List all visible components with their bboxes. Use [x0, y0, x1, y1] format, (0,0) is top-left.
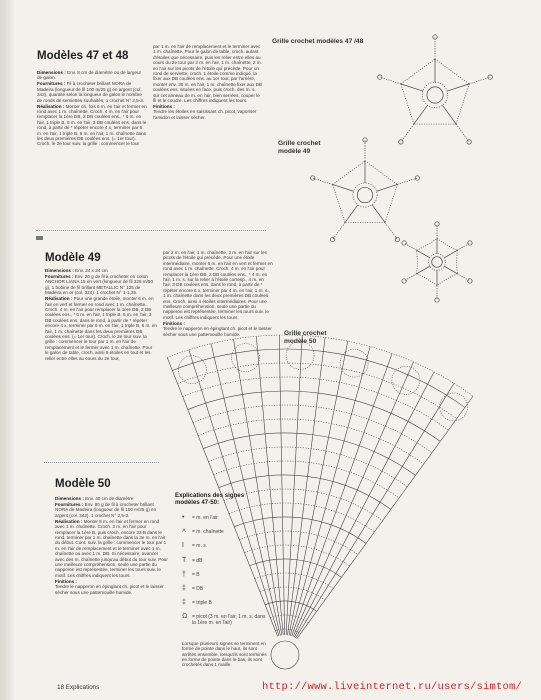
- legend-symbol-icon: ‡: [182, 585, 186, 592]
- grid-label-50: Grille crochet modèle 50: [284, 330, 327, 345]
- text-instructions: Monter 8 m. en l'air et fermer en rond avec 1 m. chaînette. Croch. 3 m. en l'air pour remplacer la 1ère B, puis croch. encore 23 B dans le rond, terminer par 1 m. chaînette dans la 3e m. en l'air du début. Cont. suiv. la grille : commencer le tour par 1 m. en l'air de remplacement et le terminer avec 1 m. chaînette ou avec 1 m. DB. Si nécessaire, avancer avec des m. chaînette jusqu'au début du tour suiv. Pour une meilleure compréhension, seule une partie du napperon est représentée, terminer les tours suiv. le motif. Les chiffres indiquent les tours.: [55, 518, 168, 578]
- page-footer: [57, 684, 99, 691]
- label-supplies: Fournitures :: [37, 81, 66, 87]
- crochet-round-arc: [183, 377, 449, 430]
- crochet-stitch-spoke: [296, 383, 454, 638]
- grid-label-47-48: Grille crochet modèles 47 /48: [272, 38, 364, 45]
- crochet-fan-motif: [232, 344, 260, 372]
- crochet-round-arc: [172, 349, 465, 407]
- legend-meaning: = DB: [192, 586, 204, 592]
- legend-meaning: = m. en l'air: [192, 515, 218, 521]
- label-instructions: Réalisation :: [45, 296, 73, 302]
- grid-label-49: Grille crochet modèle 49: [278, 140, 321, 155]
- heading-model-47-48: Modèles 47 et 48: [37, 50, 129, 62]
- watermark-url[interactable]: http://www.liveinternet.ru/users/simtom/: [262, 681, 523, 693]
- text-supplies: Env. 20 g de fil à crocheter en coton ANCHOR LIANA 15 en vert (longueur de fil 325 m/50 g), 1 bobine de fil brillant METALLIC N° 125 de Madeira en or (col. 324). 1 crochet N° 1-1,25.: [45, 274, 154, 296]
- crochet-round-arc: [234, 517, 366, 543]
- crochet-stitch-spoke: [292, 353, 392, 636]
- crochet-round-arc: [219, 475, 391, 509]
- crochet-round-arc: [193, 405, 432, 453]
- text-instructions-part1: Monter ch. fois 6 m. en l'air et fermer en rond avec 1 m. chaînette. Croch. 4 m. en l'air pour remplacer la 1ère DB, 2 DB coulées ens., * 6 m. en l'air, 1 triple B, 6 m. en l'air, 3 DB coulées ens. dans le rond, à partir de * répéter encore 4 x, terminer par 6 m. en l'air, 1 triple B, 6 m. en l'air, 1 m. chaînette dans les deux premières DB coulées ens. (= 1er tour). Croch. le 2e tour suiv. la grille : commencer le tour: [37, 103, 147, 147]
- text-dimensions: Env. 40 cm de diamètre: [85, 496, 134, 501]
- label-finishing: Finitions :: [153, 104, 175, 110]
- legend-note: Lorsque plusieurs signes se terminent en forme de pointe dans le haut, ils sont arrêtés ensemble, lorsqu'ils sont terminés en forme de pointe dans le bas, ils sont crochetés dans 1 maille.: [182, 641, 267, 668]
- text-supplies: Fil à crocheter brillant NORA de Madeira (longueur de fil 100 m/25 g) en argent (col. 342), quantité selon la longueur de galon le nombre de ronds de serviettes souhaités, 1 crochet N° 2,5-3.: [37, 81, 145, 103]
- text-dimensions: Env. 24 x 24 cm: [75, 268, 108, 273]
- crochet-fan-motif: [392, 366, 420, 394]
- heading-model-50: Modèle 50: [55, 478, 111, 490]
- crochet-stitch-spoke: [234, 339, 282, 635]
- crochet-round-arc: [203, 433, 415, 475]
- text-finishing: Tendre le napperon en épinglant ch. picot et le laisser sécher sous une pattemouille humide.: [55, 584, 164, 595]
- legend-meaning: = B: [192, 571, 200, 578]
- label-dimensions: Dimensions :: [55, 496, 84, 501]
- crochet-round-arc: [229, 503, 374, 532]
- legend-symbol-icon: ˄: [182, 528, 187, 536]
- text-instructions-part2: par 2 m. en l'air, 1 m. chaînette, 2 m. en l'air sur les picots de l'étoile qui précède. Pour une étoile intermédiaire, monter 6 m. en l'air en vert et fermer en rond avec 1 m. chaînette. Croch. 4 m. en l'air pour remplacer la 1ère DB, 2 DB coulées ens., * 4 m. en l'air, 1 m. s. sur la relier à l'étoile corresp., 4 m. en l'air, 3 DB coulées ens. dans le rond, à partir de * répéter encore 6 x, terminer par 4 m. en l'air, 1 m. s., 1 m. chaînette dans les deux premières DB coulées ens. Croch. ainsi 4 étoiles intermédiaires. Pour une meilleure compréhension, seule une partie du napperon est représentée, terminer les tours suiv. le motif. Les chiffres indiquent les tours.: [163, 250, 273, 320]
- label-supplies: Fournitures :: [45, 274, 74, 279]
- crochet-round-arc: [224, 489, 383, 521]
- label-finishing: Finitions :: [55, 578, 77, 584]
- label-dimensions: Dimensions :: [45, 268, 74, 273]
- crochet-round-arc: [198, 419, 424, 464]
- legend-meaning: = triple B: [192, 600, 212, 607]
- legend-symbol-icon: Ω: [182, 613, 188, 621]
- text-finishing: Tendre les étoiles en saisissant ch. picot, vaporiser l'amidon et laisser sécher.: [153, 109, 257, 120]
- crochet-fan-motif: [340, 349, 368, 377]
- crochet-fan-motif: [440, 393, 468, 421]
- legend-meaning: = dB: [192, 557, 203, 564]
- label-supplies: Fournitures :: [55, 502, 84, 507]
- text-finishing: Tendre le napperon en épinglant ch. picot et le laisser sécher sous une pattemouille humide.: [163, 326, 272, 337]
- crochet-center-ring: [271, 641, 299, 669]
- page-number: 18: [57, 684, 65, 691]
- label-instructions: Réalisation :: [55, 518, 83, 524]
- crochet-round-arc: [245, 545, 350, 566]
- label-instructions: Réalisation :: [37, 103, 65, 109]
- legend-symbol-icon: ‡: [182, 599, 186, 607]
- legend-symbol-icon: I: [182, 542, 184, 550]
- label-finishing: Finitions :: [163, 320, 185, 326]
- heading-model-49: Modèle 49: [45, 252, 101, 264]
- text-instructions-part1: Pour une grande étoile, monter 6 m. en l'air en vert et fermer en rond avec 1 m. chaînette. Croch. 4 m. en l'air pour remplacer la 1ère DB, 2 DB coulées ens., * 6 m. en l'air, 1 triple B, 6 m. en l'air, 3 DB coulées ens. dans le rond, à partir de * répéter encore 4 x, terminer par 6 m. en l'air, 1 triple B, 6 m. en l'air, 1 m. chaînette dans les deux premières DB coulées ens. (= 1er tour). Croch. le 2e tour suiv. la grille : commencer le tour par 1 m. en l'air de remplacement et le fermer avec 1 m. chaînette. Pour le galon de table, croch. ainsi 9 étoiles en tout et les relier entre elles au cours du 2e tour,: [45, 296, 157, 361]
- crochet-round-arc: [214, 461, 399, 498]
- crochet-round-arc: [188, 391, 440, 441]
- text-dimensions: Env. 8 cm de diamètre ou de largeur de galon.: [37, 70, 142, 81]
- legend-symbol-icon: •: [182, 514, 185, 521]
- text-supplies: Env. 80 g de fil à crocheter brillant NORA de Madeira (longueur de fil 100 m/25 g) en argent (col. 342). 1 crochet N° 2,5-3.: [55, 502, 157, 518]
- crochet-stitch-spoke: [189, 350, 279, 636]
- legend-title: Explications des signes modèles 47-50:: [175, 492, 245, 507]
- crochet-stitch-spoke: [167, 357, 277, 636]
- crochet-round-arc: [167, 335, 473, 396]
- legend-meaning: = picot (3 m. en l'air, 1 m. s. dans la 1ère m. en l'air): [192, 614, 266, 627]
- label-dimensions: Dimensions :: [37, 70, 66, 75]
- legend-symbol-icon: †: [182, 570, 186, 578]
- crochet-round-arc: [239, 531, 358, 555]
- crochet-fan-motif: [286, 341, 314, 369]
- crochet-stitch-spoke: [279, 335, 284, 635]
- legend-meaning: = m. chaînette: [192, 529, 224, 536]
- crochet-stitch-spoke: [293, 362, 413, 637]
- text-instructions-part2: par 1 m. en l'air de remplacement et le terminer avec 1 m. chaînette. Pour le galon de table, croch. autant d'étoiles que nécessaire, puis les relier entre elles au cours du 2e tour par 2 m. en l'air, 1 m. chaînette, 2 m. en l'air sur les picots de l'étoile qui précède. Pour un rond de serviette, croch. 1 étoile comme indiqué, la fixer aux DB coulées ens. au 1er tour, par l'arrière, monter env. 30 m. en l'air, 1 m. chaînette fixer aux DB coulées ens. situées en face, puis croch. des m. s. sur cet anneau de m. en l'air, bien serrées, couper le fil et le coudre. Les chiffres indiquent les tours.: [153, 44, 263, 104]
- page-section: Explications: [65, 684, 100, 691]
- crochet-stitch-spoke: [286, 335, 302, 635]
- crochet-doily-wedge: [167, 335, 473, 669]
- legend-meaning: = m. s.: [192, 543, 208, 550]
- legend-symbol-icon: T: [182, 556, 187, 564]
